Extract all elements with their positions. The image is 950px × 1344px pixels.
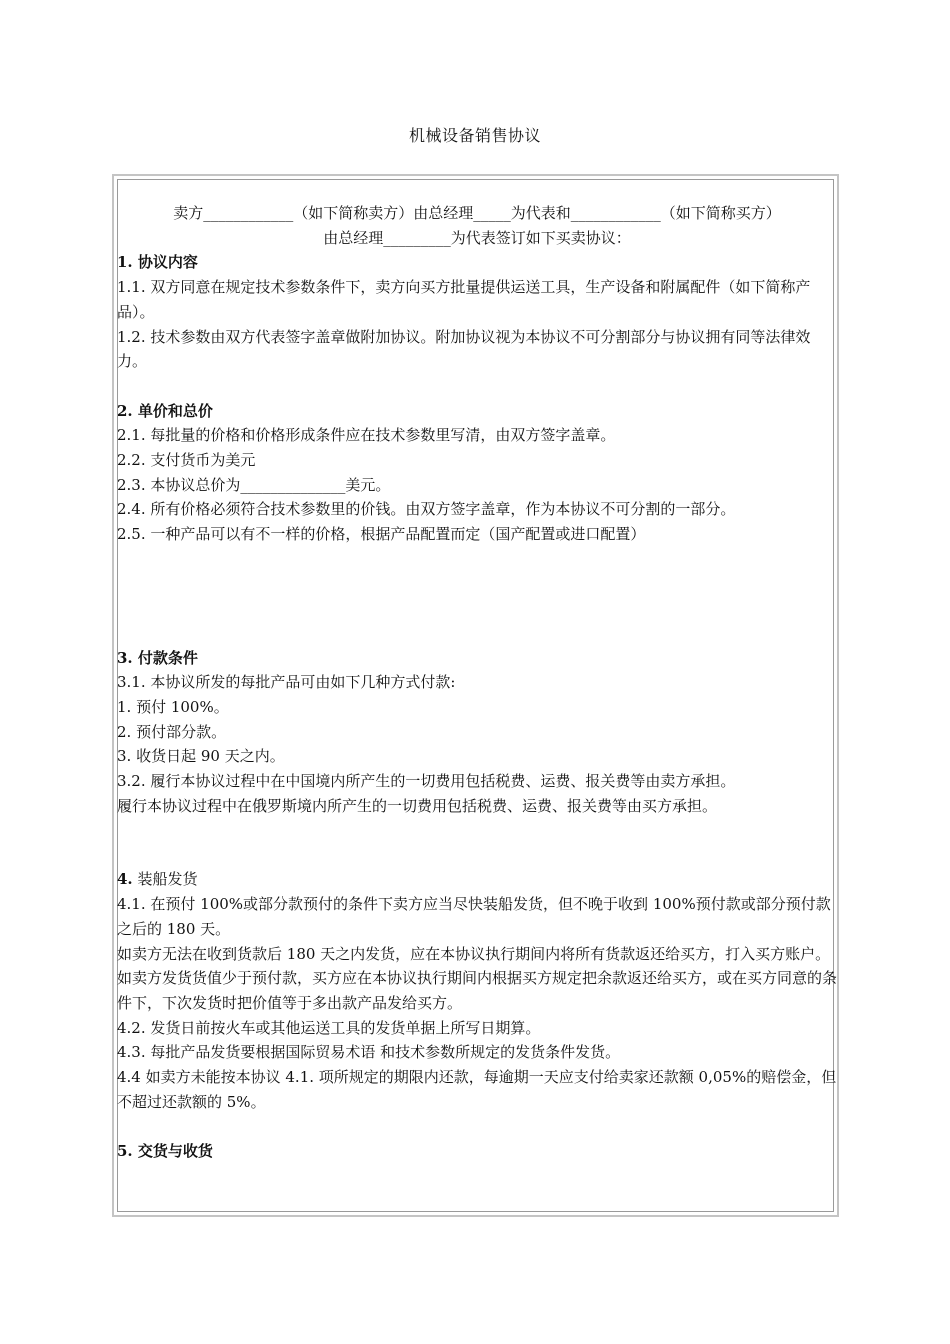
clause-4-1-refund: 如卖方无法在收到货款后 180 天之内发货，应在本协议执行期间内将所有货款返还给买方，打入买方账户。 [117,944,831,963]
clause-2-3: 2.3. 本协议总价为______________美元。 [117,475,391,494]
clause-3-1: 3.1. 本协议所发的每批产品可由如下几种方式付款: [117,673,456,692]
clause-3-2-continued: 履行本协议过程中在俄罗斯境内所产生的一切费用包括税费、运费、报关费等由买方承担。 [117,796,718,815]
payment-option-3: 3. 收货日起 90 天之内。 [117,747,285,766]
section-4-title: 装船发货 [132,870,198,889]
page-title: 机械设备销售协议 [408,126,541,145]
clause-4-4: 4.4 如卖方未能按本协议 4.1. 项所规定的期限内还款，每逾期一天应支付给卖家还款额 0,05%的赔偿金，但不超过还款额的 5%。 [117,1068,837,1111]
clause-2-4: 2.4. 所有价格必须符合技术参数里的价钱。由双方签字盖章，作为本协议不可分割的一部分。 [117,500,736,519]
section-4-heading [117,867,837,892]
intro-line-1: 卖方____________（如下简称卖方）由总经理_____为代表和____________（如下简称买方） [173,204,781,222]
section-3-heading: 3. 付款条件 [117,648,198,667]
payment-option-2: 2. 预付部分款。 [117,722,227,741]
clause-1-1: 1.1. 双方同意在规定技术参数条件下，卖方向买方批量提供运送工具，生产设备和附属配件（如下简称产品）。 [117,278,811,321]
intro-line-2: 由总经理_________为代表签订如下买卖协议： [323,228,631,247]
clause-3-2: 3.2. 履行本协议过程中在中国境内所产生的一切费用包括税费、运费、报关费等由卖方承担。 [117,772,736,791]
spacer [117,621,837,646]
spacer [117,1114,837,1139]
clause-4-2: 4.2. 发货日前按火车或其他运送工具的发货单据上所写日期算。 [117,1018,541,1037]
spacer [117,374,837,399]
clause-4-1: 4.1. 在预付 100%或部分款预付的条件下卖方应当尽快装船发货，但不晚于收到 100%预付款或部分预付款之后的 180 天。 [117,895,831,938]
section-5-heading: 5. 交货与收货 [117,1142,213,1161]
section-2-heading: 2. 单价和总价 [117,401,213,420]
section-4-number: 4. [117,870,133,889]
clause-2-1: 2.1. 每批量的价格和价格形成条件应在技术参数里写清，由双方签字盖章。 [117,426,616,445]
clause-2-2: 2.2. 支付货币为美元 [117,451,256,470]
clause-4-3: 4.3. 每批产品发货要根据国际贸易术语 和技术参数所规定的发货条件发货。 [117,1043,621,1062]
spacer [117,547,837,621]
agreement-body [117,201,837,1164]
payment-option-1: 1. 预付 100%。 [117,697,229,716]
clause-1-2: 1.2. 技术参数由双方代表签字盖章做附加协议。附加协议视为本协议不可分割部分与协议拥有同等法律效力。 [117,327,811,371]
clause-2-5: 2.5. 一种产品可以有不一样的价格，根据产品配置而定（国产配置或进口配置） [117,525,646,544]
spacer [117,818,837,867]
section-1-heading: 1. 协议内容 [117,253,198,272]
clause-4-1-balance: 如卖方发货货值少于预付款，买方应在本协议执行期间内根据买方规定把余款返还给买方，或在买方同意的条件下，下次发货时把价值等于多出款产品发给买方。 [117,969,838,1012]
